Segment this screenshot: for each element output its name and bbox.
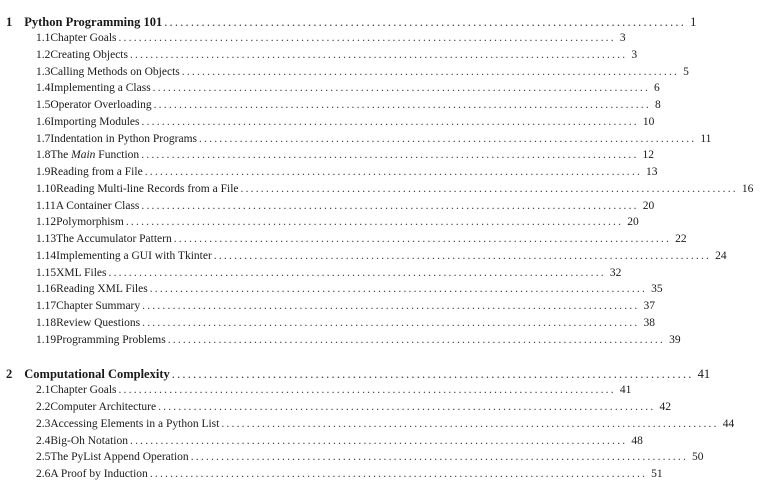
section-number: 1.15 bbox=[36, 266, 57, 279]
page-number: 38 bbox=[643, 316, 655, 329]
section-title: Creating Objects bbox=[50, 48, 128, 61]
section-title: Reading from a File bbox=[50, 166, 143, 178]
page-number: 39 bbox=[669, 333, 681, 346]
chapter-number: 1 bbox=[6, 15, 13, 29]
page-number: 11 bbox=[700, 132, 712, 145]
page-number: 8 bbox=[654, 99, 661, 111]
page-number: 35 bbox=[651, 283, 663, 296]
page-number: 1 bbox=[690, 15, 697, 29]
page-number: 50 bbox=[692, 451, 704, 464]
section-title: Programming Problems bbox=[56, 333, 166, 346]
section-title: Chapter Goals bbox=[50, 32, 117, 44]
dot-leader: .................................................................................................. bbox=[149, 468, 648, 480]
toc-entry[interactable] bbox=[0, 266, 622, 284]
section-title: Calling Methods on Objects bbox=[50, 65, 180, 78]
section-number: 2.4 bbox=[36, 434, 51, 447]
page-number: 41 bbox=[697, 367, 711, 382]
table-of-contents bbox=[0, 15, 754, 485]
page-number: 20 bbox=[627, 216, 639, 229]
page-number: 10 bbox=[642, 115, 655, 128]
section-title: Chapter Summary bbox=[56, 300, 141, 312]
section-title: The PyList Append Operation bbox=[50, 451, 189, 464]
dot-leader: .................................................................................................. bbox=[171, 367, 694, 382]
section-title: XML Files bbox=[56, 266, 107, 279]
toc-chapter-1[interactable] bbox=[0, 15, 697, 32]
section-title: Operator Overloading bbox=[50, 99, 152, 111]
section-title: Implementing a Class bbox=[50, 82, 151, 95]
toc-entry[interactable] bbox=[0, 32, 626, 49]
section-number: 1.11 bbox=[36, 199, 56, 212]
section-number: 2.2 bbox=[36, 401, 51, 413]
dot-leader: .................................................................................................. bbox=[108, 266, 606, 279]
dot-leader: .................................................................................................. bbox=[164, 15, 687, 29]
section-number: 2.6 bbox=[36, 468, 51, 480]
page-number: 3 bbox=[619, 32, 626, 44]
toc-entry[interactable] bbox=[0, 283, 663, 300]
page-number: 12 bbox=[642, 149, 655, 162]
dot-leader: .................................................................................................. bbox=[125, 216, 624, 229]
dot-leader: .................................................................................................. bbox=[141, 115, 639, 128]
section-title: Chapter Goals bbox=[50, 384, 117, 397]
page-number: 51 bbox=[651, 468, 663, 480]
toc-entry[interactable] bbox=[0, 384, 632, 401]
toc-entry[interactable] bbox=[0, 233, 687, 250]
toc-entry[interactable] bbox=[0, 182, 754, 200]
section-title: The Accumulator Pattern bbox=[56, 233, 172, 245]
chapter-spacer bbox=[0, 350, 457, 367]
toc-entry[interactable] bbox=[0, 316, 655, 334]
toc-entry[interactable] bbox=[0, 132, 712, 150]
section-number: 1.10 bbox=[36, 182, 57, 195]
section-title: Accessing Elements in a Python List bbox=[50, 417, 220, 430]
dot-leader: .................................................................................................. bbox=[181, 65, 680, 78]
chapter-number: 2 bbox=[6, 367, 13, 382]
dot-leader: .................................................................................................. bbox=[141, 149, 639, 162]
section-number: 1.9 bbox=[36, 166, 51, 178]
toc-entry[interactable] bbox=[0, 65, 689, 83]
dot-leader: .................................................................................................. bbox=[158, 401, 656, 413]
section-number: 1.4 bbox=[36, 82, 51, 95]
section-number: 2.5 bbox=[36, 451, 51, 464]
section-title: Polymorphism bbox=[56, 216, 124, 229]
toc-entry[interactable] bbox=[0, 149, 655, 166]
toc-entry[interactable] bbox=[0, 216, 639, 233]
toc-chapter-2[interactable] bbox=[0, 367, 711, 384]
dot-leader: .................................................................................................. bbox=[149, 283, 648, 296]
page-number: 3 bbox=[631, 48, 638, 61]
toc-entry[interactable] bbox=[0, 333, 681, 351]
section-title: Big-Oh Notation bbox=[50, 434, 128, 447]
dot-leader: .................................................................................................. bbox=[199, 132, 697, 145]
toc-entry[interactable] bbox=[0, 300, 655, 317]
section-number: 1.6 bbox=[36, 115, 51, 128]
page-number: 5 bbox=[683, 65, 689, 78]
section-title: Implementing a GUI with Tkinter bbox=[56, 249, 212, 262]
section-title: Computer Architecture bbox=[50, 401, 157, 413]
section-title-italic: Main bbox=[71, 149, 96, 162]
section-title bbox=[50, 149, 139, 161]
page-number: 37 bbox=[643, 300, 655, 312]
section-number: 1.8 bbox=[36, 149, 51, 162]
page-number: 32 bbox=[609, 266, 622, 279]
dot-leader: .................................................................................................. bbox=[141, 199, 639, 212]
section-title: Indentation in Python Programs bbox=[50, 132, 197, 145]
toc-entry[interactable] bbox=[0, 468, 663, 485]
section-number: 1.3 bbox=[36, 65, 51, 78]
toc-entry[interactable] bbox=[0, 166, 658, 183]
section-number: 2.1 bbox=[36, 384, 51, 397]
dot-leader: .................................................................................................. bbox=[142, 300, 640, 312]
toc-entry[interactable] bbox=[0, 199, 655, 217]
section-number: 1.16 bbox=[36, 283, 57, 296]
section-number: 1.1 bbox=[36, 32, 51, 44]
section-number: 1.19 bbox=[36, 333, 57, 346]
section-title-suffix: Function bbox=[95, 149, 140, 162]
section-title: Reading Multi-line Records from a File bbox=[56, 182, 239, 195]
dot-leader: .................................................................................................. bbox=[152, 82, 651, 95]
chapter-title: Computational Complexity bbox=[24, 367, 170, 382]
page-number: 22 bbox=[675, 233, 687, 245]
dot-leader: .................................................................................................. bbox=[221, 417, 719, 430]
dot-leader: .................................................................................................. bbox=[129, 48, 628, 61]
dot-leader: .................................................................................................. bbox=[118, 384, 616, 397]
section-number: 1.17 bbox=[36, 300, 57, 312]
section-number: 1.5 bbox=[36, 99, 51, 111]
section-title: Importing Modules bbox=[50, 115, 140, 128]
section-number: 1.18 bbox=[36, 316, 57, 329]
toc-entry[interactable] bbox=[0, 401, 671, 418]
toc-entry[interactable] bbox=[0, 99, 661, 116]
dot-leader: .................................................................................................. bbox=[190, 451, 689, 464]
chapter-title: Python Programming 101 bbox=[24, 15, 163, 29]
page-number: 13 bbox=[646, 166, 658, 178]
section-title: A Container Class bbox=[55, 199, 140, 212]
page-number: 16 bbox=[741, 182, 754, 195]
section-number: 2.3 bbox=[36, 417, 51, 430]
section-number: 1.12 bbox=[36, 216, 57, 229]
toc-entry[interactable] bbox=[0, 48, 638, 66]
section-number: 1.7 bbox=[36, 132, 51, 145]
toc-entry[interactable] bbox=[0, 249, 727, 267]
section-title-prefix: The bbox=[50, 149, 72, 162]
section-number: 1.2 bbox=[36, 48, 51, 61]
section-number: 1.14 bbox=[36, 249, 57, 262]
page-number: 42 bbox=[659, 401, 671, 413]
toc-entry[interactable] bbox=[0, 451, 704, 468]
page-number: 48 bbox=[631, 434, 643, 447]
section-title: A Proof by Induction bbox=[50, 468, 148, 480]
dot-leader: .................................................................................................. bbox=[213, 249, 712, 262]
page-number: 24 bbox=[715, 249, 727, 262]
section-title: Review Questions bbox=[56, 316, 141, 329]
dot-leader: .................................................................................................. bbox=[142, 316, 640, 329]
dot-leader: .................................................................................................. bbox=[153, 99, 651, 111]
dot-leader: .................................................................................................. bbox=[144, 166, 643, 178]
page-number: 6 bbox=[654, 82, 660, 95]
dot-leader: .................................................................................................. bbox=[240, 182, 738, 195]
toc-entry[interactable] bbox=[0, 115, 655, 133]
toc-entry[interactable] bbox=[0, 434, 643, 452]
page-number: 20 bbox=[642, 199, 655, 212]
toc-entry[interactable] bbox=[0, 417, 735, 435]
section-title: Reading XML Files bbox=[56, 283, 148, 296]
section-number: 1.13 bbox=[36, 233, 57, 245]
dot-leader: .................................................................................................. bbox=[130, 434, 628, 447]
dot-leader: .................................................................................................. bbox=[173, 233, 672, 245]
dot-leader: .................................................................................................. bbox=[167, 333, 666, 346]
page-number: 44 bbox=[722, 417, 735, 430]
dot-leader: .................................................................................................. bbox=[118, 32, 616, 44]
page-number: 41 bbox=[619, 384, 632, 397]
toc-entry[interactable] bbox=[0, 82, 660, 99]
